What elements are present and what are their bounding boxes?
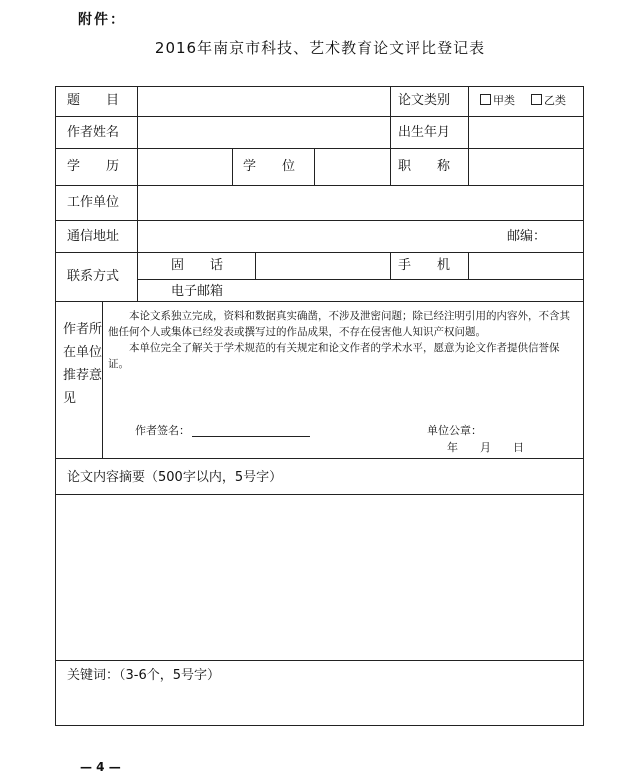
form-title: 2016年南京市科技、艺术教育论文评比登记表	[154, 39, 486, 57]
education-label: 学 历	[67, 159, 120, 174]
title-label: 题 目	[67, 93, 120, 108]
recommendation-label: 作者所在单位推荐意见	[63, 322, 103, 406]
registration-form	[55, 86, 584, 726]
contact-label: 联系方式	[67, 269, 120, 284]
unit-seal-label: 单位公章：	[427, 424, 482, 437]
col-line	[390, 86, 391, 185]
workplace-label: 工作单位	[67, 195, 120, 210]
recommendation-paragraph-1: 本论文系独立完成，资料和数据真实确凿，不涉及泄密问题；除已经注明引用的内容外，不含其他任何个人或集体已经发表或撰写过的作品成果，不存在侵害他人知识产权问题。	[108, 310, 570, 338]
address-label: 通信地址	[67, 229, 120, 244]
col-line	[468, 86, 469, 185]
checkbox-a[interactable]	[480, 94, 491, 105]
checkbox-b[interactable]	[531, 94, 542, 105]
recommendation-text	[108, 308, 578, 372]
postcode-label: 邮编：	[507, 229, 547, 244]
mobile-label: 手 机	[398, 258, 451, 273]
degree-label: 学 位	[243, 159, 296, 174]
category-label: 论文类别	[398, 93, 451, 108]
row-line	[55, 252, 584, 253]
row-line	[55, 148, 584, 149]
col-line	[232, 148, 233, 185]
row-line	[55, 220, 584, 221]
author-name-label: 作者姓名	[67, 125, 120, 140]
col-line	[390, 252, 391, 279]
page-number: — 4 —	[80, 760, 121, 774]
birth-date-label: 出生年月	[398, 125, 451, 140]
form-frame	[55, 86, 584, 726]
email-label: 电子邮箱	[171, 284, 224, 299]
row-line	[55, 458, 584, 459]
row-line	[137, 279, 584, 280]
author-signature: 作者签名：	[135, 423, 310, 439]
signature-line[interactable]	[192, 424, 310, 437]
col-line	[468, 252, 469, 279]
row-line	[55, 301, 584, 302]
col-line	[255, 252, 256, 279]
row-line	[55, 494, 584, 495]
row-line	[55, 185, 584, 186]
date-label: 年 月 日	[447, 441, 524, 454]
rank-label: 职 称	[398, 159, 451, 174]
category-a-option[interactable]: 甲类	[480, 93, 515, 109]
abstract-label: 论文内容摘要（500字以内，5号字）	[67, 470, 283, 485]
col-line	[314, 148, 315, 185]
landline-label: 固 话	[171, 258, 224, 273]
keywords-label: 关键词：（3-6个，5号字）	[67, 668, 221, 683]
row-line	[55, 660, 584, 661]
attachment-label: 附件：	[78, 12, 126, 28]
col-line	[137, 86, 138, 301]
category-b-option[interactable]: 乙类	[531, 93, 566, 109]
row-line	[55, 116, 584, 117]
recommendation-paragraph-2: 本单位完全了解关于学术规范的有关规定和论文作者的学术水平，愿意为论文作者提供信誉保证。	[108, 342, 560, 370]
